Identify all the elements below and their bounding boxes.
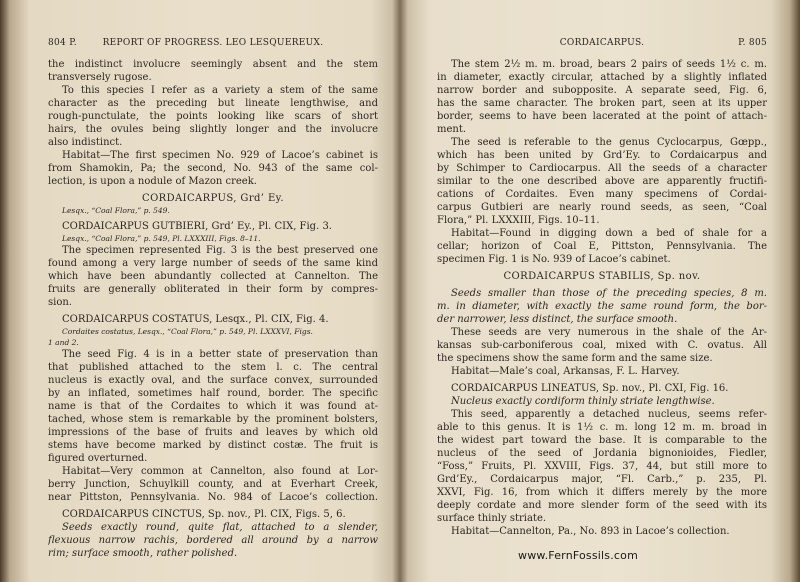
text-line: CORDAICARPUS LINEATUS, Sp. nov., Pl. CXI, Fig. 16. <box>451 383 729 394</box>
text-line: carpus Gutbieri are nearly round seeds, as seen, “Coal <box>437 202 767 213</box>
text-line: by an inflated, sometimes half round, border. The specific <box>48 388 378 399</box>
text-line: figured overturned. <box>48 453 148 464</box>
text-line: transversely rugose. <box>48 72 152 83</box>
right-page-number: P. 805 <box>738 38 767 48</box>
text-line: specimen Fig. 1 is No. 939 of Lacoe’s cabinet. <box>437 254 671 265</box>
text-line: CORDAICARPUS COSTATUS, Lesqx., Pl. CIX, Fig. 4. <box>62 314 329 325</box>
text-line: Habitat—Male’s coal, Arkansas, F. L. Harvey. <box>451 366 680 377</box>
text-line: der narrower, less distinct, the surface smooth. <box>437 314 678 325</box>
text-line: stems have become marked by distinct costæ. The fruit is <box>48 440 378 451</box>
text-line: berry Junction, Schuylkill county, and at Everhart Creek, <box>48 479 378 490</box>
text-line: CORDAICARPUS STABILIS, Sp. nov. <box>503 271 701 282</box>
text-line: kansas sub-carboniferous coal, mixed with C. ovatus. All <box>437 340 767 351</box>
right-page-body <box>437 58 767 538</box>
text-line: XXVI, Fig. 16, from which it differs merely by the more <box>437 487 767 498</box>
text-line: also indistinct. <box>48 137 123 148</box>
text-line: near Pittston, Pennsylvania. No. 984 of Lacoe’s collection. <box>48 492 378 503</box>
text-line: 1 and 2. <box>48 338 79 347</box>
watermark-url: www.FernFossils.com <box>518 549 639 562</box>
right-running-title: CORDAICARPUS. <box>559 38 645 48</box>
text-line: name is that of the Cordaites to which it was found at- <box>48 401 378 412</box>
text-line: Flora,” Pl. LXXXIII, Figs. 10–11. <box>437 215 600 226</box>
text-line: Nucleus exactly cordiform thinly striate lengthwise. <box>451 396 715 407</box>
text-line: Grd’Ey., Cordaicarpus major, “Fl. Carb.,” p. 235, Pl. <box>437 474 767 485</box>
text-line: cellar; horizon of Coal E, Pittston, Pennsylvania. The <box>437 241 767 252</box>
text-line: “Foss,” Fruits, Pl. XXVIII, Figs. 37, 44, but still more to <box>437 461 767 472</box>
text-line: Lesqx., “Coal Flora,” p. 549. <box>62 206 170 215</box>
text-line: the specimens show the same form and the same size. <box>437 353 713 364</box>
text-line: CORDAICARPUS, Grd’ Ey. <box>142 193 284 204</box>
right-page <box>437 0 767 582</box>
text-line: The seed Fig. 4 is in a better state of preservation than <box>62 349 378 360</box>
text-line: the indistinct involucre seemingly absent and the stem <box>48 59 378 70</box>
text-line: which has been united by Grd’Ey. to Cordaicarpus and <box>437 150 767 161</box>
text-line: nucleus is exactly oval, and the surface convex, surrounded <box>48 375 378 386</box>
text-line: similar to the one described above are apparently fructifi- <box>437 176 767 187</box>
text-line: nucleus of the seed of Jordania bignonioides, Fiedler, <box>437 448 767 459</box>
text-line: rim; surface smooth, rather polished. <box>48 548 238 559</box>
text-line: has the same character. The broken part, seen at its upper <box>437 98 767 109</box>
text-line: Habitat—The first specimen No. 929 of Lacoe’s cabinet is <box>62 150 378 161</box>
text-line: Lesqx., “Coal Flora,” p. 549, Pl. LXXXIII, Figs. 8–11. <box>62 234 261 243</box>
text-line: impressions of the base of fruits and leaves by which old <box>48 427 378 438</box>
text-line: Cordaites costatus, Lesqx., “Coal Flora,” p. 549, Pl. LXXXVI, Figs. <box>62 327 313 336</box>
text-line: rough-punctulate, the points looking like scars of short <box>48 111 378 122</box>
text-line: Habitat—Cannelton, Pa., No. 893 in Lacoe’s collection. <box>451 526 730 537</box>
text-line: deeply cordate and more slender form of the seed with its <box>437 500 767 511</box>
text-line: surface thinly striate. <box>437 513 547 524</box>
text-line: The stem 2½ m. m. broad, bears 2 pairs of seeds 1½ c. m. <box>451 59 767 70</box>
text-line: sion. <box>48 297 72 308</box>
text-line: These seeds are very numerous in the shale of the Ar- <box>451 327 767 338</box>
text-line: lection, is upon a nodule of Mazon creek. <box>48 176 257 187</box>
left-page-number: 804 P. <box>48 38 77 48</box>
text-line: Habitat—Very common at Cannelton, also found at Lor- <box>62 466 378 477</box>
text-line: tached, whose stem is remarkable by the prominent bolsters, <box>48 414 378 425</box>
text-line: The seed is referable to the genus Cyclocarpus, Gœpp., <box>451 137 767 148</box>
text-line: To this species I refer as a variety a stem of the same <box>62 85 378 96</box>
text-line: This seed, apparently a detached nucleus, seems refer- <box>451 409 767 420</box>
left-page <box>48 0 378 582</box>
text-line: CORDAICARPUS GUTBIERI, Grd’ Ey., Pl. CIX, Fig. 3. <box>62 221 332 232</box>
text-line: character as the preceding but lineate lengthwise, and <box>48 98 378 109</box>
text-line: hairs, the ovules being slightly longer and the involucre <box>48 124 378 135</box>
text-line: fruits are generally obliterated in their form by compres- <box>48 284 378 295</box>
text-line: Seeds smaller than those of the preceding species, 8 m. <box>451 288 767 299</box>
text-line: able to this genus. It is 1½ c. m. long 12 m. m. broad in <box>437 422 767 433</box>
text-line: in diameter, exactly circular, attached by a slightly inflated <box>437 72 767 83</box>
text-line: flexuous narrow rachis, bordered all around by a narrow <box>48 535 378 546</box>
text-line: from Shamokin, Pa; the second, No. 943 of the same col- <box>48 163 378 174</box>
text-line: by Schimper to Cardiocarpus. All the seeds of a character <box>437 163 767 174</box>
text-line: cations of Cordaites. Even many specimens of Cordai- <box>437 189 767 200</box>
text-line: border, seems to have been lacerated at the point of attach- <box>437 111 767 122</box>
text-line: which have been abundantly collected at Cannelton. The <box>48 271 378 282</box>
text-line: The specimen represented Fig. 3 is the best preserved one <box>62 245 378 256</box>
left-page-body <box>48 58 378 560</box>
left-running-title: REPORT OF PROGRESS. LEO LESQUEREUX. <box>102 38 324 48</box>
text-line: CORDAICARPUS CINCTUS, Sp. nov., Pl. CIX, Figs. 5, 6. <box>62 509 346 520</box>
text-line: narrow border and subopposite. A separate seed, Fig. 6, <box>437 85 767 96</box>
text-line: the widest part toward the base. It is comparable to the <box>437 435 767 446</box>
text-line: m. in diameter, with exactly the same round form, the bor- <box>437 301 767 312</box>
text-line: Seeds exactly round, quite flat, attached to a slender, <box>62 522 378 533</box>
text-line: Habitat—Found in digging down a bed of shale for a <box>451 228 767 239</box>
text-line: that published attached to the stem l. c. The central <box>48 362 378 373</box>
text-line: ment. <box>437 124 467 135</box>
text-line: found among a very large number of seeds of the same kind <box>48 258 378 269</box>
